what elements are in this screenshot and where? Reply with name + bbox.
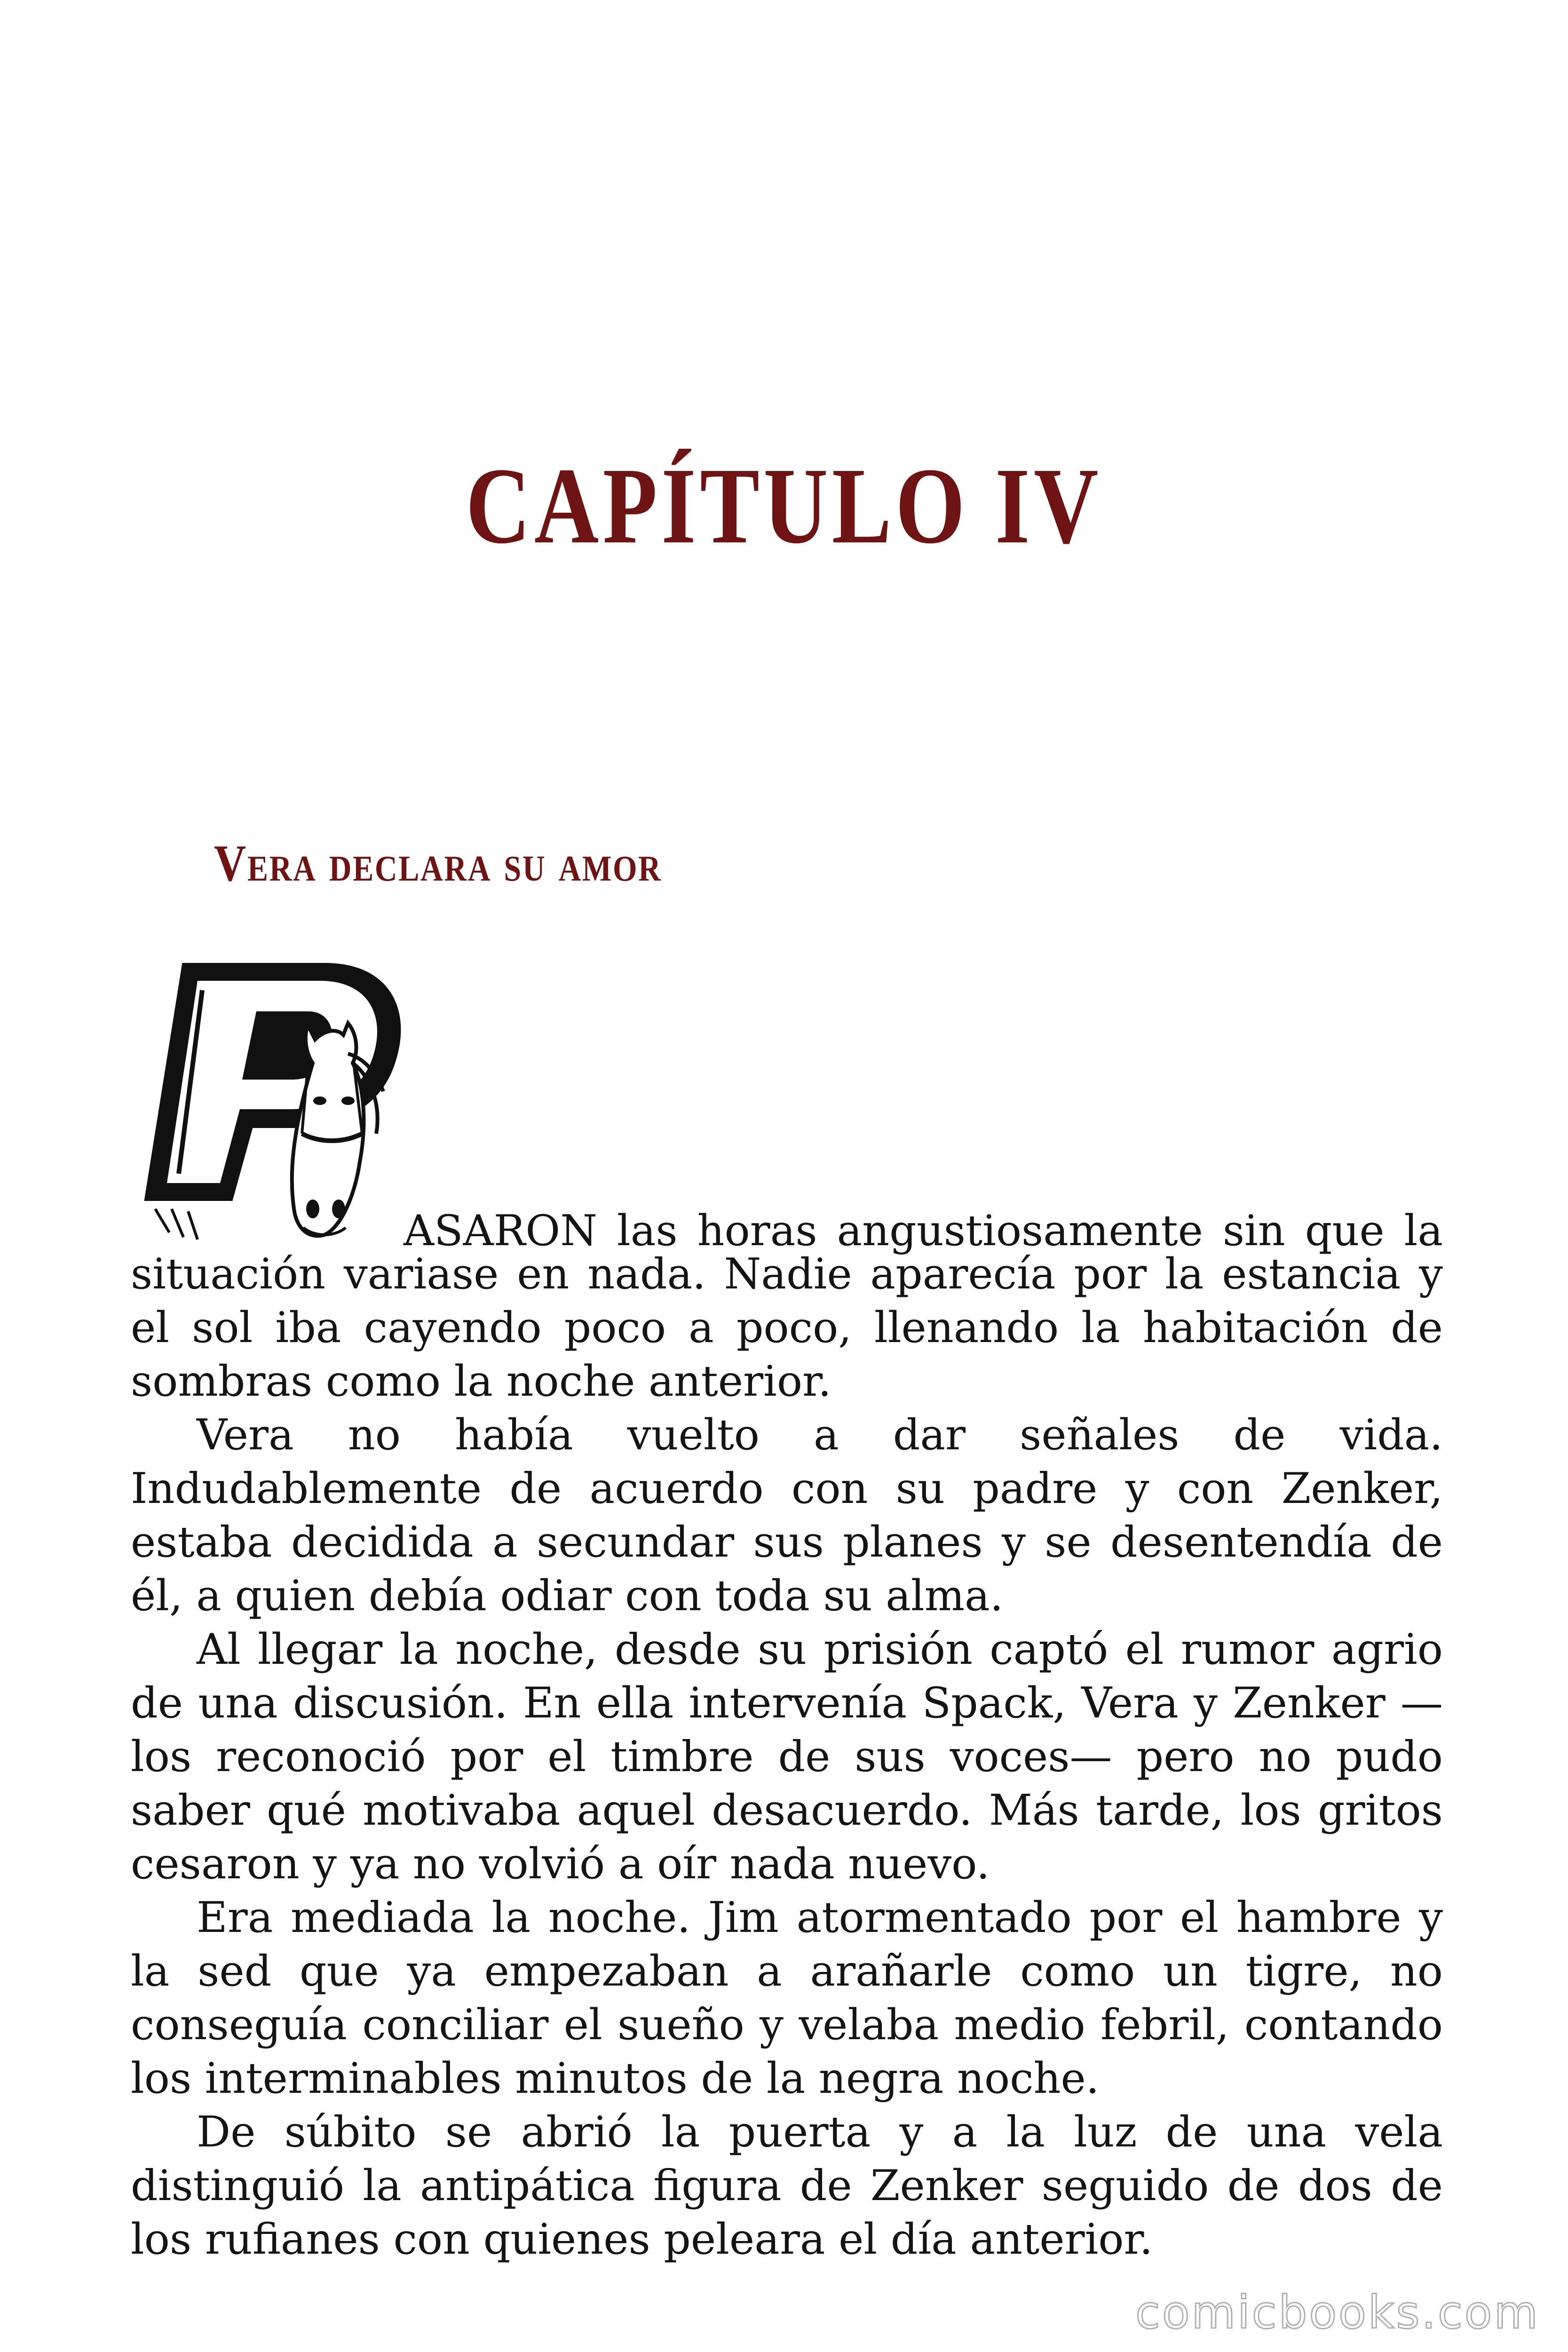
paragraph-1-first-line: ASARON las horas angustiosamente sin que la: [404, 1206, 1443, 1255]
watermark: comicbooks.com: [1135, 2286, 1540, 2339]
paragraph-5: De súbito se abrió la puerta y a la luz de una vela distinguió la antipática figura de Zenker seguido de dos de los rufianes con quienes peleara el día anterior.: [131, 2107, 1443, 2264]
paragraph-1: [131, 1204, 1443, 1408]
chapter-body: [131, 1204, 1443, 2266]
chapter-subtitle: Vera declara su amor: [214, 834, 662, 892]
paragraph-2: Vera no había vuelto a dar señales de vida. Indudablemente de acuerdo con su padre y con Zenker, estaba decidida a secundar sus planes y se desentendía de él, a quien debía odiar con toda su alma.: [131, 1410, 1443, 1621]
paragraph-4: Era mediada la noche. Jim atormentado por el hambre y la sed que ya empezaban a arañarle como un tigre, no conseguía conciliar el sueño y velaba medio febril, contando los interminables minutos de la negra noche.: [131, 1893, 1443, 2103]
paragraph-1-rest: situación variase en nada. Nadie aparecía por la estancia y el sol iba cayendo poco a poco, llenando la habitación de sombras como la noche anterior.: [131, 1249, 1443, 1406]
chapter-title: CAPÍTULO IV: [466, 445, 1102, 566]
paragraph-3: Al llegar la noche, desde su prisión captó el rumor agrio de una discusión. En ella intervenía Spack, Vera y Zenker —los reconoció por el timbre de sus voces— pero no pudo saber qué motivaba aquel desacuerdo. Más tarde, los gritos cesaron y ya no volvió a oír nada nuevo.: [131, 1625, 1443, 1889]
